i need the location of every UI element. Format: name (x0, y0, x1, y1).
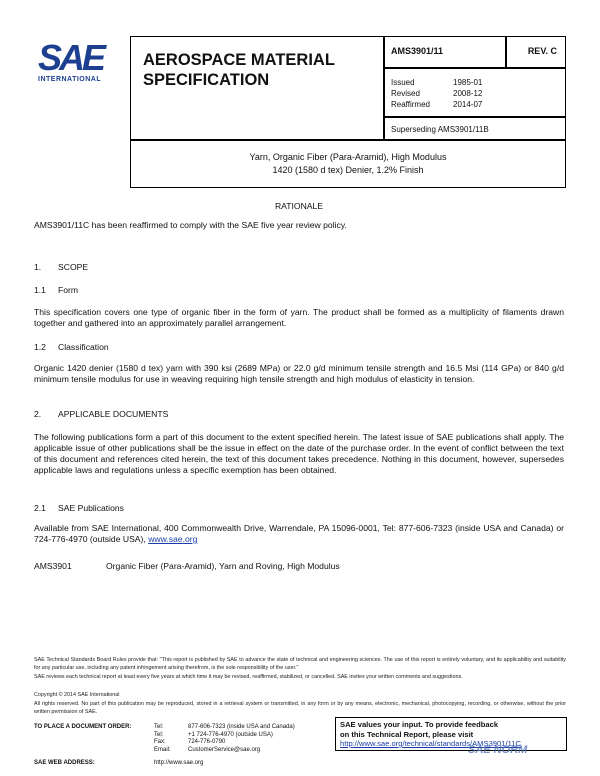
section-1-1-heading (34, 285, 564, 296)
section-title: SAE Publications (58, 503, 124, 513)
order-row (154, 732, 344, 740)
section-title: APPLICABLE DOCUMENTS (58, 409, 169, 419)
section-1-2-heading (34, 342, 564, 353)
date-row-issued (391, 78, 561, 87)
web-address-label: SAE WEB ADDRESS: (34, 760, 95, 766)
order-row (154, 739, 344, 747)
review-note: SAE reviews each technical report at least every five years at which time it may be revised, reaffirmed, stabilized, or cancelled. SAE invites your written comments and suggestions. (34, 674, 463, 680)
section-number: 1.2 (34, 342, 46, 352)
order-row-value: +1 724-776-4970 (outside USA) (188, 731, 273, 738)
watermark-logo: SAE NORM (468, 744, 528, 756)
feedback-link[interactable]: http://www.sae.org/technical/standards/AMS3901/11C (340, 739, 521, 748)
sae-logo (38, 37, 118, 88)
reference-row (34, 561, 564, 572)
order-row-value: 724-776-0790 (188, 739, 226, 745)
feedback-box (335, 717, 567, 751)
date-label: Revised (391, 89, 420, 98)
section-number: 2. (34, 409, 42, 419)
subject-line1: Yarn, Organic Fiber (Para-Aramid), High Modulus (249, 152, 447, 162)
date-value: 2008-12 (453, 89, 483, 98)
section-title: Form (58, 285, 79, 295)
section-number: 1. (34, 262, 42, 272)
order-row-key: Tel: (154, 731, 164, 738)
doc-number: AMS3901/11 (391, 46, 444, 56)
order-row-key: Fax: (154, 739, 166, 745)
section-1-2-text: Organic 1420 denier (1580 d tex) yarn with 390 ksi (2689 MPa) or 22.0 g/d minimum tensile strength and 16.5 Msi (114 GPa) or 840 g/d minimum tensile modulus for use in weaving requiring high tensile strength and high modulus of elasticity in tension. (34, 363, 564, 384)
order-row-value: 877-606-7323 (inside USA and Canada) (188, 724, 295, 730)
reference-title: Organic Fiber (Para-Aramid), Yarn and Roving, High Modulus (106, 561, 340, 571)
feedback-line2: on this Technical Report, please visit (340, 729, 474, 739)
superseding-box (384, 117, 566, 140)
section-number: 2.1 (34, 503, 46, 513)
section-2-text: The following publications form a part of this document to the extent specified herein. The latest issue of SAE publications shall apply. The applicable issue of other publications shall be the issue in effect on the date of the purchase order. In the event of conflict between the text of this document and references cited herein, the text of this document takes precedence. Nothing in this document, however, supersedes applicable laws and regulations unless a specific exemption has been obtained. (34, 432, 564, 475)
tsb-rules-note: SAE Technical Standards Board Rules provide that: "This report is published by SAE to advance the state of technical and engineering sciences. The use of this report is entirely voluntary, and its applicability and suitability for any particular use, including any patent infringement arising therefrom, is the sole responsibility of the user." (34, 657, 566, 671)
section-2-1-heading (34, 503, 564, 514)
date-row-reaffirmed (391, 100, 561, 109)
superseding-text: Superseding AMS3901/11B (391, 125, 489, 134)
section-2-heading (34, 409, 564, 420)
section-1-1-text: This specification covers one type of organic fiber in the form of yarn. The product shall be formed as a multiplicity of filaments drawn together and gathered into an approximately parallel arrangement. (34, 307, 564, 328)
section-number: 1.1 (34, 285, 46, 295)
order-label: TO PLACE A DOCUMENT ORDER: (34, 724, 132, 730)
order-row (154, 724, 344, 732)
order-row-key: Email: (154, 746, 171, 753)
reference-code: AMS3901 (34, 561, 72, 571)
section-title: Classification (58, 342, 109, 352)
subject-line2: 1420 (1580 d tex) Denier, 1.2% Finish (272, 165, 424, 175)
section-1-heading (34, 262, 564, 273)
doc-title-line2: SPECIFICATION (143, 71, 270, 89)
sae-website-link[interactable]: www.sae.org (148, 534, 198, 544)
date-value: 1985-01 (453, 78, 483, 87)
rights-note: All rights reserved. No part of this publication may be reproduced, stored in a retrieval system or transmitted, in any form or by any means, electronic, mechanical, photocopying, recording, or otherwise, without the prior written permission of SAE. (34, 701, 566, 715)
date-value: 2014-07 (453, 100, 483, 109)
section-2-1-text (34, 523, 564, 545)
copyright-line: Copyright © 2014 SAE International (34, 692, 120, 698)
revision-box (506, 36, 566, 68)
doc-title-line1: AEROSPACE MATERIAL (143, 51, 335, 69)
feedback-line1: SAE values your input. To provide feedback (340, 720, 499, 729)
doc-title-box (130, 36, 384, 140)
date-label: Reaffirmed (391, 100, 430, 109)
order-email[interactable]: CustomerService@sae.org (188, 746, 261, 753)
logo-tagline: INTERNATIONAL (38, 76, 102, 83)
rationale-text: AMS3901/11C has been reaffirmed to comply with the SAE five year review policy. (34, 220, 347, 230)
order-row (154, 747, 344, 755)
order-row-key: Tel: (154, 724, 164, 730)
logo-letters: SAE (38, 37, 104, 78)
publication-source-text: Available from SAE International, 400 Commonwealth Drive, Warrendale, PA 15096-0001, Tel: 877-606-7323 (inside USA and Canada) or 724-776-4970 (outside USA), (34, 523, 564, 544)
revision-label: REV. C (527, 46, 557, 56)
dates-box (384, 68, 566, 117)
section-title: SCOPE (58, 262, 89, 272)
date-label: Issued (391, 78, 415, 87)
rationale-heading: RATIONALE (274, 201, 324, 211)
web-address-link[interactable]: http://www.sae.org (154, 760, 204, 766)
date-row-revised (391, 89, 561, 98)
subject-box (130, 140, 566, 188)
doc-number-box (384, 36, 506, 68)
